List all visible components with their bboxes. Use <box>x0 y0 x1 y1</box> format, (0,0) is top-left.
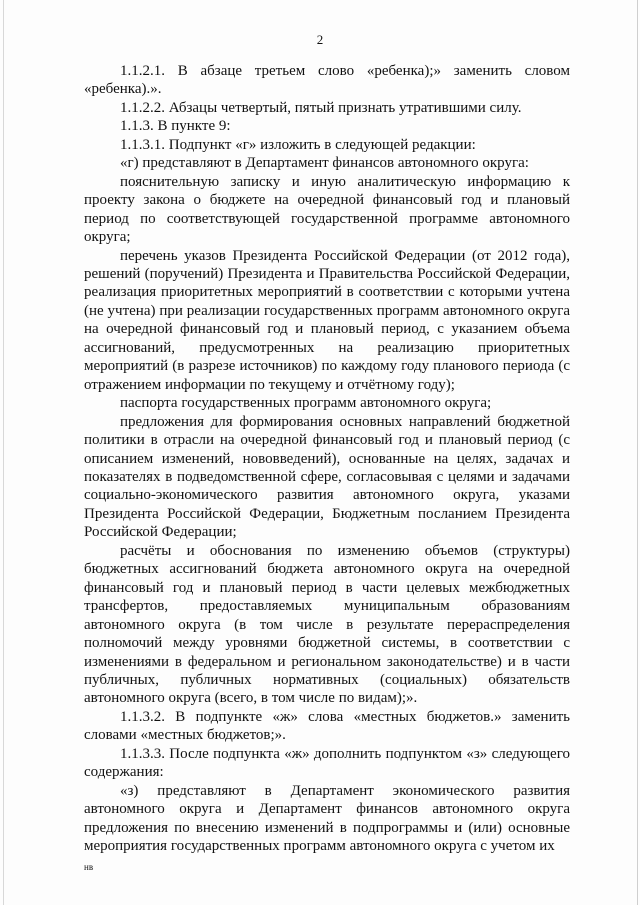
paragraph-1.1.2.1: 1.1.2.1. В абзаце третьем слово «ребенка);» заменить словом «ребенка).». <box>84 63 570 98</box>
paragraph-1.1.3.2: 1.1.3.2. В подпункте «ж» слова «местных бюджетов.» заменить словами «местных бюджетов;». <box>84 708 570 744</box>
paragraph-calculations: расчёты и обоснования по изменению объемов (структуры) бюджетных ассигнований бюджета автономного округа на очередной финансовый год и плановый период в части целевых межбюджетных трансфертов, предоставляемых муниципальным образованиям автономного округа (в том числе в результате перераспределения полномочий между уровнями бюджетной системы, в соответствии с изменениями в федеральном и региональном законодательстве) и в части публичных, публичных нормативных (социальных) обязательств автономного округа (всего, в том числе по видам);». <box>84 542 570 707</box>
paragraph-policy-proposals: предложения для формирования основных направлений бюджетной политики в отрасли на очередной финансовый год и плановый период (с описанием изменений, нововведений), основанные на целях, задачах и показателях в подведомственной сфере, согласовывая с целями и задачами социально-экономического развития автономного округа, указами Президента Российской Федерации, Бюджетным посланием Президента Российской Федерации; <box>84 413 570 541</box>
paragraph-1.1.3: 1.1.3. В пункте 9: <box>120 118 231 135</box>
paragraph-1.1.3.1: 1.1.3.1. Подпункт «г» изложить в следующей редакции: <box>120 136 476 153</box>
paragraph-1.1.3.3: 1.1.3.3. После подпункта «ж» дополнить подпунктом «з» следующего содержания: <box>84 745 570 781</box>
paragraph-explanatory-note: пояснительную записку и иную аналитическую информацию к проекту закона о бюджете на очередной финансовый год и плановый период по соответствующей государственной программе автономного округа; <box>84 173 570 246</box>
paragraph-passports: паспорта государственных программ автономного округа; <box>120 395 492 412</box>
paragraph-1.1.2.2: 1.1.2.2. Абзацы четвертый, пятый признать утратившими силу. <box>120 99 522 116</box>
page-edge-left <box>3 0 4 905</box>
page-number: 2 <box>316 32 324 47</box>
paragraph-decree-list: перечень указов Президента Российской Федерации (от 2012 года), решений (поручений) Президента и Правительства Российской Федерации, реализация приоритетных мероприятий в соответствии с которыми учтена (не учтена) при реализации государственных программ автономного округа на очередной финансовый год и плановый период, с указанием объема ассигнований, предусмотренных на реализацию приоритетных мероприятий (в разрезе источников) по каждому году планового периода (с отражением информации по текущему и отчётному году); <box>84 247 570 393</box>
page-edge-right <box>637 0 638 905</box>
paragraph-subitem-g: «г) представляют в Департамент финансов автономного округа: <box>120 155 529 172</box>
document-body <box>84 62 570 855</box>
paragraph-subitem-z: «з) представляют в Департамент экономического развития автономного округа и Департамент финансов автономного округа предложения по внесению изменений в подпрограммы и (или) основные мероприятия государственных программ автономного округа с учетом их <box>84 782 570 855</box>
executor-initials: нв <box>84 862 94 872</box>
